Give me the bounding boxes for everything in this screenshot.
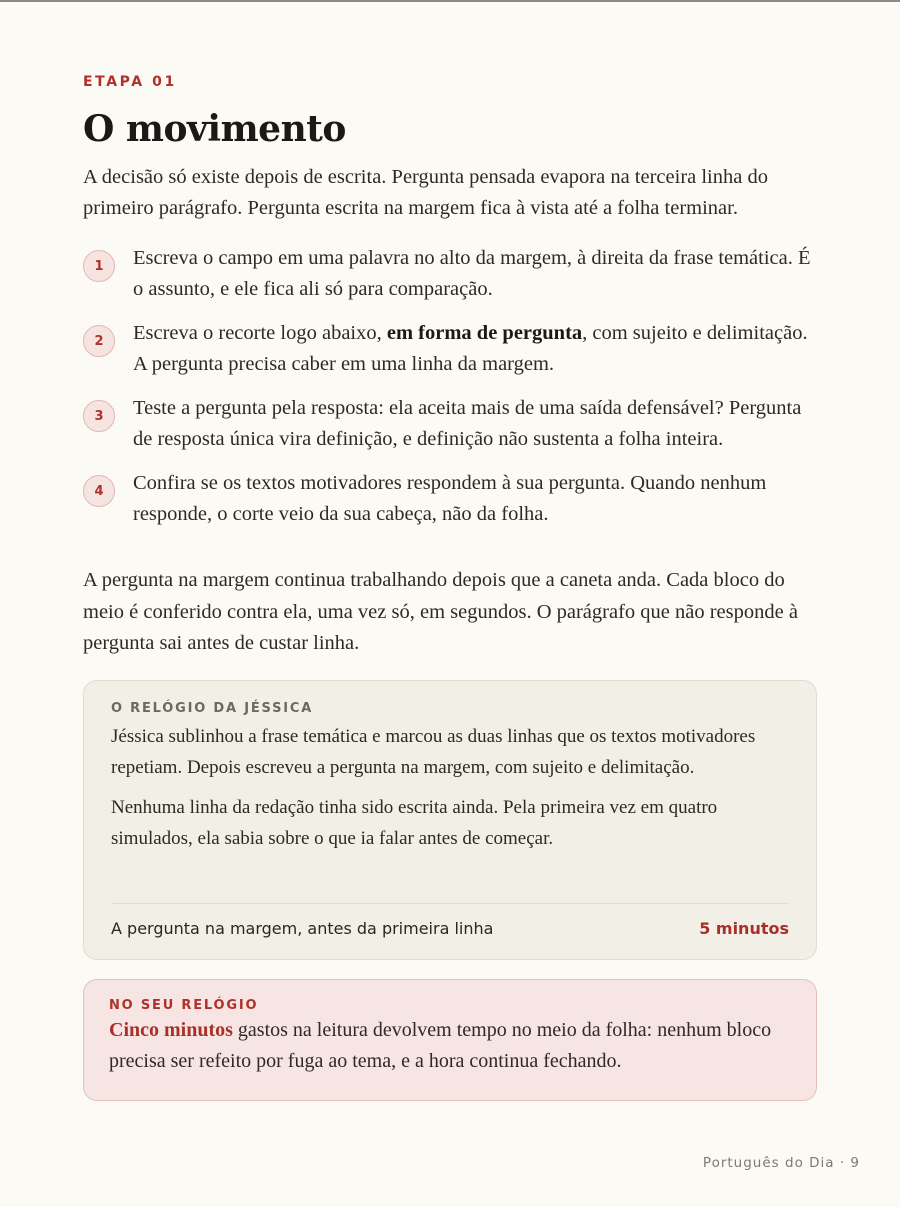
- step-text: Teste a pergunta pela resposta: ela aceita mais de uma saída defensável? Pergunta de resposta única vira definição, e definição não sustenta a folha inteira.: [133, 397, 802, 450]
- clock-text: [109, 1015, 791, 1077]
- clock-body: gastos na leitura devolvem tempo no meio da folha: nenhum bloco precisa ser refeito por fuga ao tema, e a hora continua fechando.: [109, 1019, 772, 1072]
- section-title: O movimento: [83, 108, 346, 150]
- body-paragraph: A pergunta na margem continua trabalhando depois que a caneta anda. Cada bloco do meio é conferido contra ela, uma vez só, em segundos. O parágrafo que não responde à pergunta sai antes de custar linha.: [83, 569, 798, 654]
- step-text-end: , com sujeito e delimitação. A pergunta precisa caber em uma linha da margem.: [133, 322, 808, 375]
- top-border: [0, 0, 900, 2]
- step-item: [83, 468, 823, 530]
- step-text: Confira se os textos motivadores respondem à sua pergunta. Quando nenhum responde, o corte veio da sua cabeça, não da folha.: [133, 472, 767, 525]
- clock-label: NO SEU RELÓGIO: [109, 998, 259, 1013]
- page-footer: Português do Dia · 9: [702, 1155, 860, 1171]
- step-text-bold: em forma de pergunta: [386, 322, 583, 344]
- step-number-badge: 3: [83, 400, 115, 432]
- story-footer-text: A pergunta na margem, antes da primeira linha: [111, 919, 494, 938]
- story-card: [83, 680, 817, 960]
- step-text-start: Escreva o recorte logo abaixo,: [133, 322, 387, 344]
- story-label: O RELÓGIO DA JÉSSICA: [111, 701, 314, 716]
- step-item: [83, 393, 823, 455]
- story-paragraph: Jéssica sublinhou a frase temática e marcou as duas linhas que os textos motivadores repetiam. Depois escreveu a pergunta na margem, com sujeito e delimitação.: [111, 726, 756, 778]
- step-number-badge: 4: [83, 475, 115, 507]
- story-footer: [111, 903, 789, 938]
- clock-emphasis: Cinco minutos: [109, 1019, 233, 1041]
- lead-paragraph: A decisão só existe depois de escrita. Pergunta pensada evapora na terceira linha do primeiro parágrafo. Pergunta escrita na margem fica à vista até a folha terminar.: [83, 166, 768, 219]
- steps-list: [83, 243, 823, 543]
- step-item: [83, 243, 823, 305]
- section-eyebrow: ETAPA 01: [83, 74, 177, 90]
- step-number-badge: 1: [83, 250, 115, 282]
- story-footer-time: 5 minutos: [699, 919, 789, 938]
- step-item: [83, 318, 823, 380]
- clock-callout: [83, 979, 817, 1101]
- story-paragraph: Nenhuma linha da redação tinha sido escrita ainda. Pela primeira vez em quatro simulados, ela sabia sobre o que ia falar antes de começar.: [111, 797, 718, 849]
- step-number-badge: 2: [83, 325, 115, 357]
- step-text: Escreva o campo em uma palavra no alto da margem, à direita da frase temática. É o assunto, e ele fica ali só para comparação.: [133, 247, 811, 300]
